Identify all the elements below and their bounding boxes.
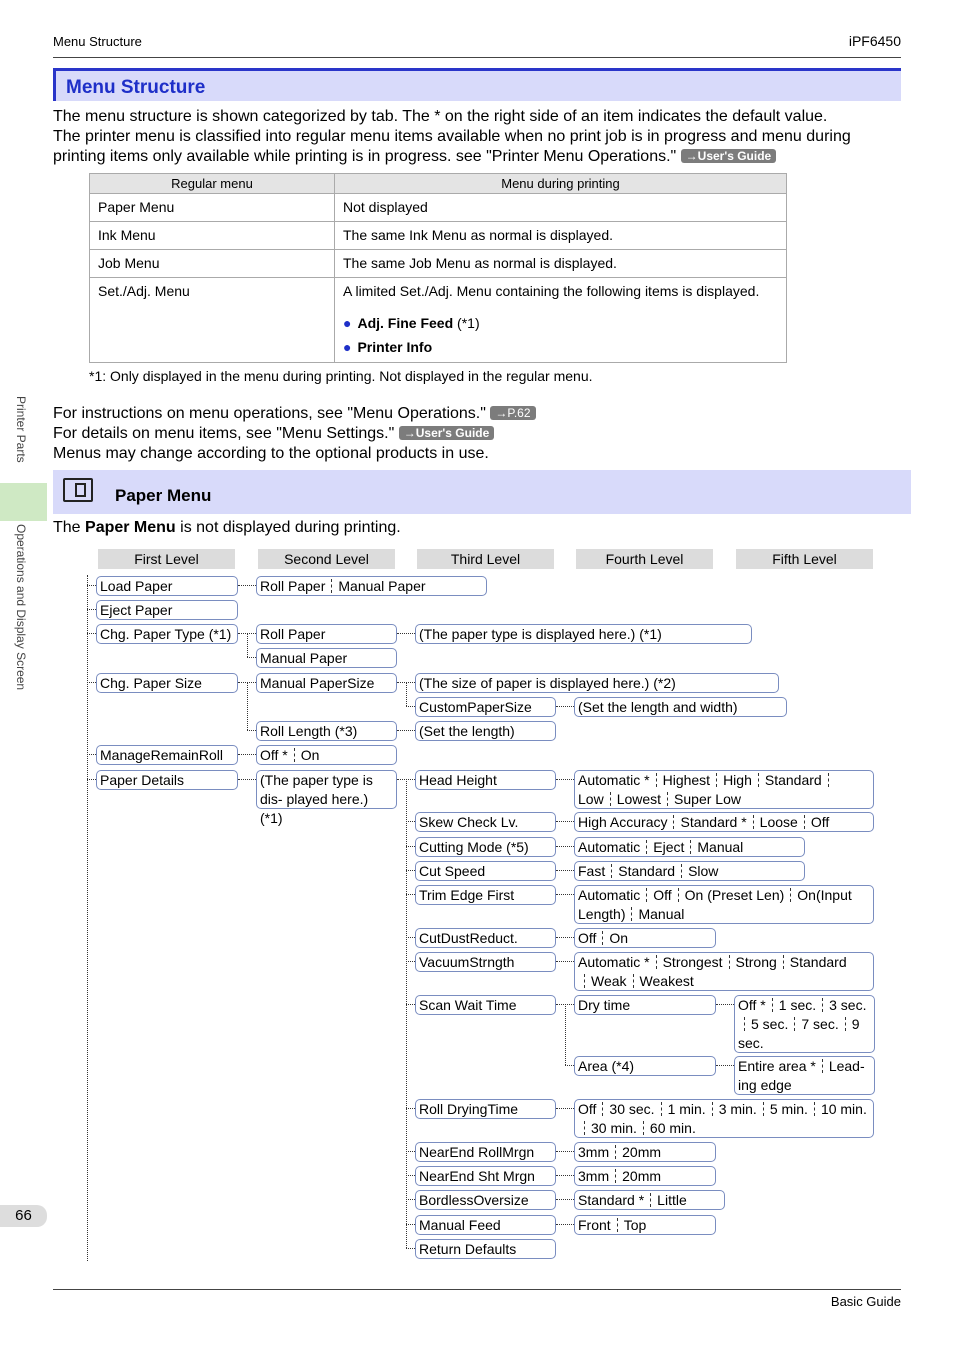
menu-item-paper-size-value[interactable]: (The size of paper is displayed here.) (*2) [415, 673, 779, 693]
menu-item-skew-check[interactable]: Skew Check Lv. [415, 812, 556, 832]
list-item: ● Adj. Fine Feed (*1) [343, 315, 480, 331]
table-cell: The same Ink Menu as normal is displayed. [335, 222, 787, 250]
bullet-icon: ● [343, 339, 352, 355]
page-title-bar [53, 68, 901, 101]
page-number: 66 [0, 1205, 47, 1227]
menu-item-nearend-roll-margin[interactable]: NearEnd RollMrgn [415, 1142, 556, 1162]
menu-item-roll-drying-time[interactable]: Roll DryingTime [415, 1099, 556, 1119]
menu-item-roll-length[interactable]: Roll Length (*3) [256, 721, 397, 741]
table-cell: Ink Menu [90, 222, 335, 250]
table-cell: The same Job Menu as normal is displayed. [335, 250, 787, 278]
table-row [90, 278, 787, 363]
page-62-link[interactable]: →P.62 [490, 406, 535, 420]
options-area[interactable]: Entire area * Lead- ing edge [734, 1056, 875, 1095]
menu-item-paper-details[interactable]: Paper Details [96, 770, 238, 790]
instructions-line-1: For instructions on menu operations, see "Menu Operations." →P.62 [53, 404, 536, 424]
options-dry-time[interactable]: Off * 1 sec. 3 sec.5 sec. 7 sec. 9 sec. [734, 995, 875, 1053]
options-cut-dust-reduct[interactable]: Off On [574, 928, 716, 948]
table-footnote: *1: Only displayed in the menu during printing. Not displayed in the regular menu. [89, 368, 593, 384]
menu-item-head-height[interactable]: Head Height [415, 770, 556, 790]
table-cell: A limited Set./Adj. Menu containing the following items is displayed. [343, 283, 760, 299]
options-nearend-roll-margin[interactable]: 3mm 20mm [574, 1142, 716, 1162]
menu-item-manage-remain-roll[interactable]: ManageRemainRoll [96, 745, 238, 765]
option-load-paper[interactable]: Roll Paper Manual Paper [256, 576, 487, 596]
menu-item-dry-time[interactable]: Dry time [574, 995, 716, 1015]
menu-item-set-length[interactable]: (Set the length) [415, 721, 556, 741]
options-trim-edge-first[interactable]: Automatic Off On (Preset Len) On(Input Length) Manual [574, 885, 874, 924]
header-rule [53, 57, 901, 58]
menu-item-chg-paper-size[interactable]: Chg. Paper Size [96, 673, 238, 693]
menu-item-return-defaults[interactable]: Return Defaults [415, 1239, 556, 1259]
level-header: Third Level [417, 549, 554, 569]
options-cutting-mode[interactable]: Automatic Eject Manual [574, 837, 805, 857]
table-row [90, 222, 787, 250]
table-cell: Paper Menu [90, 194, 335, 222]
menu-comparison-table [89, 173, 787, 363]
page-title: Menu Structure [66, 77, 206, 98]
table-row [90, 194, 787, 222]
table-cell: Not displayed [335, 194, 787, 222]
list-item: ● Printer Info [343, 339, 433, 355]
menu-item-set-length-width[interactable]: (Set the length and width) [574, 697, 787, 717]
menu-item-vacuum-strength[interactable]: VacuumStrngth [415, 952, 556, 972]
options-skew-check[interactable]: High Accuracy Standard * Loose Off [574, 812, 874, 832]
menu-item-manual-feed[interactable]: Manual Feed [415, 1215, 556, 1235]
level-header: First Level [98, 549, 235, 569]
bullet-icon: ● [343, 315, 352, 331]
section-header-paper-menu [53, 470, 911, 514]
table-header: Menu during printing [335, 174, 787, 194]
table-header: Regular menu [90, 174, 335, 194]
running-header-section: Menu Structure [53, 34, 142, 49]
side-tab-operations[interactable]: Operations and Display Screen [14, 524, 28, 691]
options-roll-drying-time[interactable]: Off 30 sec. 1 min. 3 min. 5 min. 10 min.30 min. 60 min. [574, 1099, 874, 1138]
menu-item-trim-edge-first[interactable]: Trim Edge First [415, 885, 556, 905]
menu-item-manual-papersize[interactable]: Manual PaperSize [256, 673, 397, 693]
options-borderless-oversize[interactable]: Standard * Little [574, 1190, 725, 1210]
side-tab-printer-parts[interactable]: Printer Parts [14, 396, 28, 463]
intro-line-3: printing items only available while printing is in progress. see "Printer Menu Operations." [53, 148, 677, 165]
intro-line-3-wrap [53, 147, 776, 167]
options-manual-feed[interactable]: Front Top [574, 1215, 716, 1235]
menu-item-paper-type-shown[interactable]: (The paper type is dis- played here.) (*1) [256, 770, 397, 809]
menu-item-nearend-sheet-margin[interactable]: NearEnd Sht Mrgn [415, 1166, 556, 1186]
menu-item-manual-paper[interactable]: Manual Paper [256, 648, 397, 668]
menu-item-chg-paper-type[interactable]: Chg. Paper Type (*1) [96, 624, 238, 644]
intro-line-1: The menu structure is shown categorized by tab. The * on the right side of an item indicates the default value. [53, 108, 828, 125]
section-subtitle: The Paper Menu is not displayed during printing. [53, 519, 401, 536]
menu-item-paper-type-value[interactable]: (The paper type is displayed here.) (*1) [415, 624, 752, 644]
instructions-line-2: For details on menu items, see "Menu Settings." →User's Guide [53, 424, 494, 444]
instructions-line-3: Menus may change according to the optional products in use. [53, 445, 489, 462]
level-header: Fourth Level [576, 549, 713, 569]
menu-item-cutting-mode[interactable]: Cutting Mode (*5) [415, 837, 556, 857]
menu-item-custom-papersize[interactable]: CustomPaperSize [415, 697, 556, 717]
users-guide-link[interactable]: →User's Guide [399, 426, 495, 440]
menu-item-borderless-oversize[interactable]: BordlessOversize [415, 1190, 556, 1210]
intro-line-2: The printer menu is classified into regular menu items available when no print job is in progress and menu during [53, 128, 851, 145]
menu-item-eject-paper[interactable]: Eject Paper [96, 600, 238, 620]
table-cell: Job Menu [90, 250, 335, 278]
running-header-model: iPF6450 [848, 33, 901, 49]
table-row [90, 250, 787, 278]
paper-icon [63, 478, 93, 502]
level-header: Fifth Level [736, 549, 873, 569]
table-header-row [90, 174, 787, 194]
menu-item-cut-dust-reduct[interactable]: CutDustReduct. [415, 928, 556, 948]
menu-item-roll-paper[interactable]: Roll Paper [256, 624, 397, 644]
options-vacuum-strength[interactable]: Automatic * Strongest Strong Standard Weak Weakest [574, 952, 874, 991]
menu-item-cut-speed[interactable]: Cut Speed [415, 861, 556, 881]
menu-item-load-paper[interactable]: Load Paper [96, 576, 238, 596]
level-header: Second Level [258, 549, 395, 569]
table-cell: Set./Adj. Menu [90, 278, 335, 363]
footer-rule [53, 1289, 901, 1290]
users-guide-link[interactable]: →User's Guide [681, 149, 777, 163]
options-cut-speed[interactable]: Fast Standard Slow [574, 861, 805, 881]
option-manage-remain-roll[interactable]: Off * On [256, 745, 397, 765]
side-tab-active-marker [0, 483, 47, 521]
table-cell-with-list [335, 278, 787, 363]
menu-item-scan-wait-time[interactable]: Scan Wait Time [415, 995, 556, 1015]
menu-item-area[interactable]: Area (*4) [574, 1056, 716, 1076]
footer-guide-name: Basic Guide [830, 1294, 901, 1309]
section-title: Paper Menu [115, 486, 212, 505]
options-head-height[interactable]: Automatic * Highest High Standard Low Lowest Super Low [574, 770, 874, 809]
options-nearend-sheet-margin[interactable]: 3mm 20mm [574, 1166, 716, 1186]
